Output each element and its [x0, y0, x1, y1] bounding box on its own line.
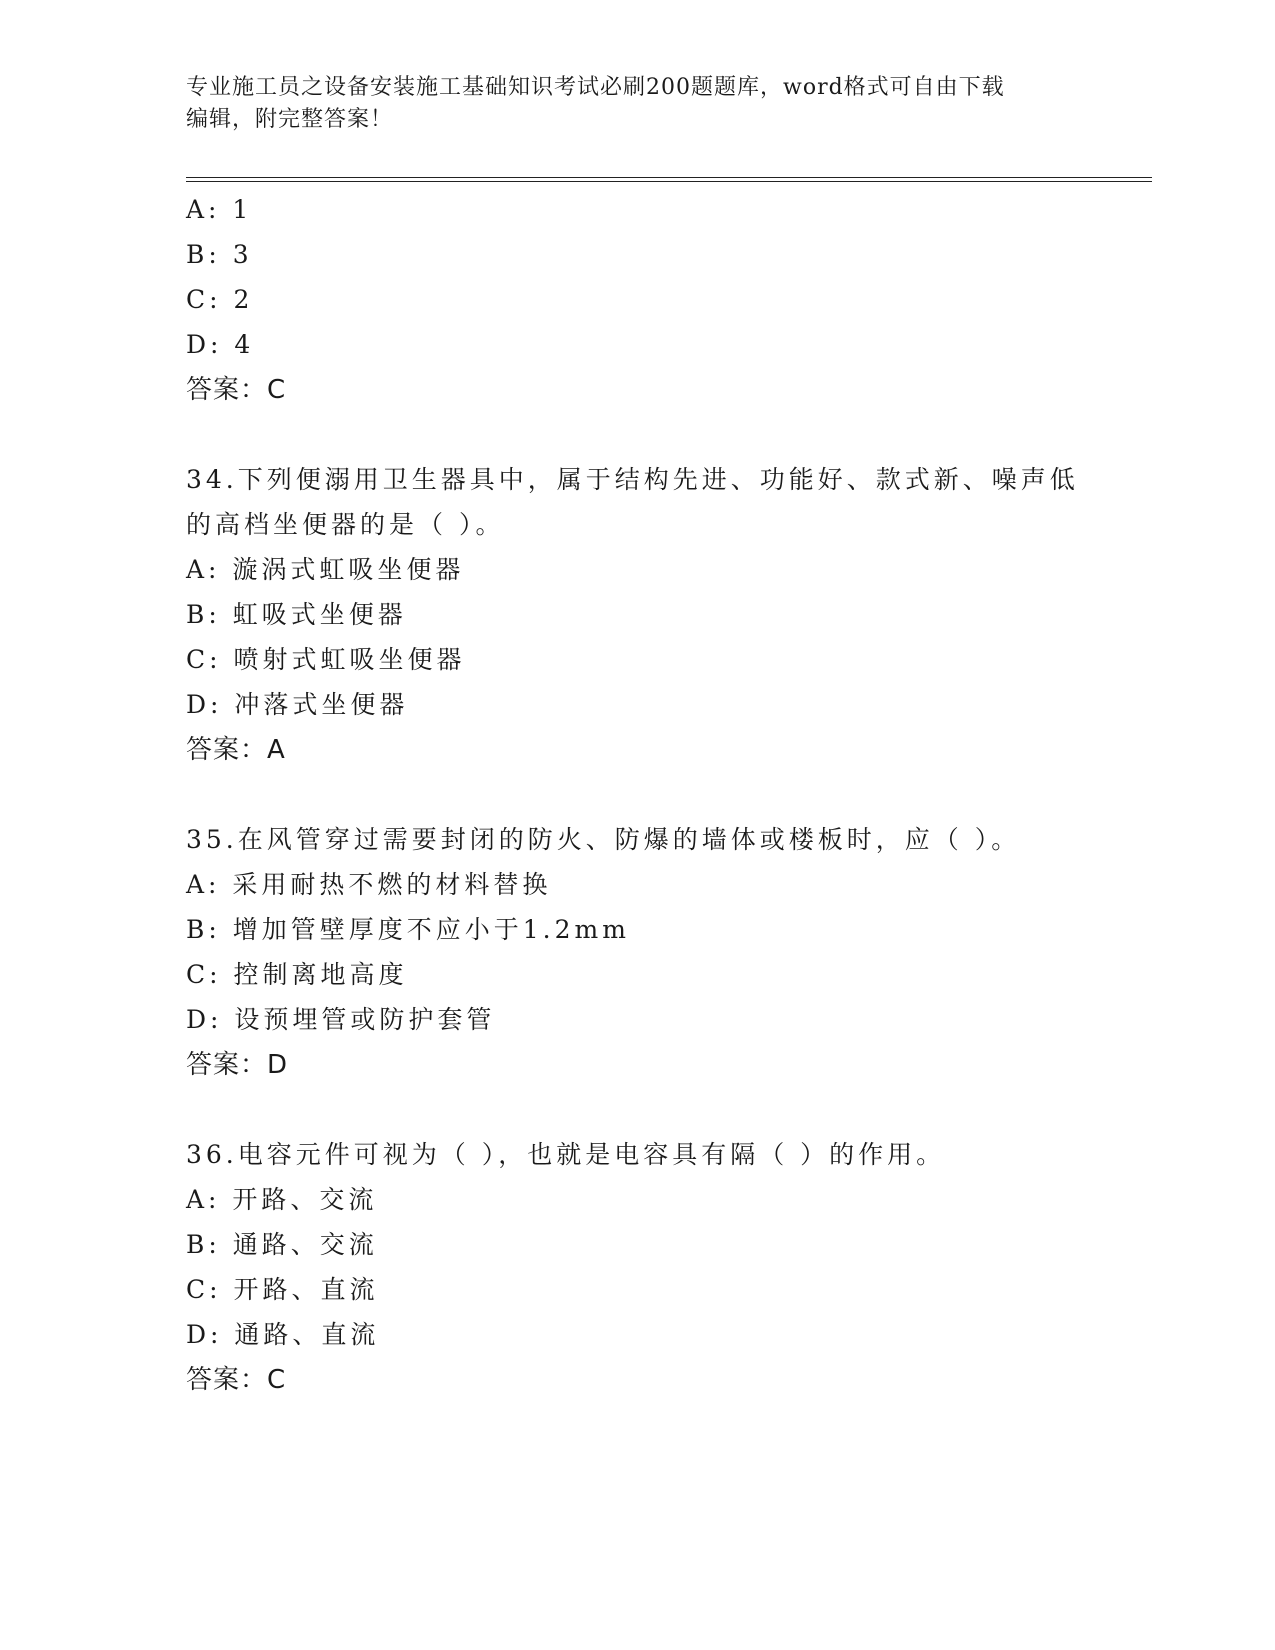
option-b: B: 3	[186, 240, 253, 269]
answer-line: 答案：C	[186, 1365, 287, 1395]
header-rule-bottom	[186, 181, 1152, 182]
option-c: C: 喷射式虹吸坐便器	[186, 645, 466, 674]
option-d: D: 通路、直流	[186, 1320, 380, 1349]
header-title-line2: 编辑，附完整答案！	[186, 107, 394, 132]
option-a: A: 1	[186, 195, 253, 224]
option-c: C: 开路、直流	[186, 1275, 379, 1304]
option-b: B: 增加管壁厚度不应小于1.2mm	[186, 915, 630, 944]
option-d: D: 冲落式坐便器	[186, 690, 409, 719]
option-a: A: 开路、交流	[186, 1185, 378, 1214]
question-stem: 35.在风管穿过需要封闭的防火、防爆的墙体或楼板时，应（ ）。	[186, 825, 1021, 854]
option-a: A: 漩涡式虹吸坐便器	[186, 555, 465, 584]
option-d: D: 4	[186, 330, 255, 359]
option-d: D: 设预埋管或防护套管	[186, 1005, 496, 1034]
option-b: B: 通路、交流	[186, 1230, 378, 1259]
question-stem: 34.下列便溺用卫生器具中，属于结构先进、功能好、款式新、噪声低	[186, 465, 1079, 494]
option-a: A: 采用耐热不燃的材料替换	[186, 870, 552, 899]
header-rule-top	[186, 177, 1152, 178]
answer-line: 答案：C	[186, 375, 287, 405]
option-c: C: 2	[186, 285, 254, 314]
option-c: C: 控制离地高度	[186, 960, 408, 989]
option-b: B: 虹吸式坐便器	[186, 600, 407, 629]
question-stem-continued: 的高档坐便器的是（ ）。	[186, 510, 505, 539]
header-title-line1: 专业施工员之设备安装施工基础知识考试必刷200题题库，word格式可自由下载	[186, 75, 1005, 100]
answer-line: 答案：A	[186, 735, 286, 765]
question-stem: 36.电容元件可视为（ ），也就是电容具有隔（ ）的作用。	[186, 1140, 946, 1169]
answer-line: 答案：D	[186, 1050, 289, 1080]
